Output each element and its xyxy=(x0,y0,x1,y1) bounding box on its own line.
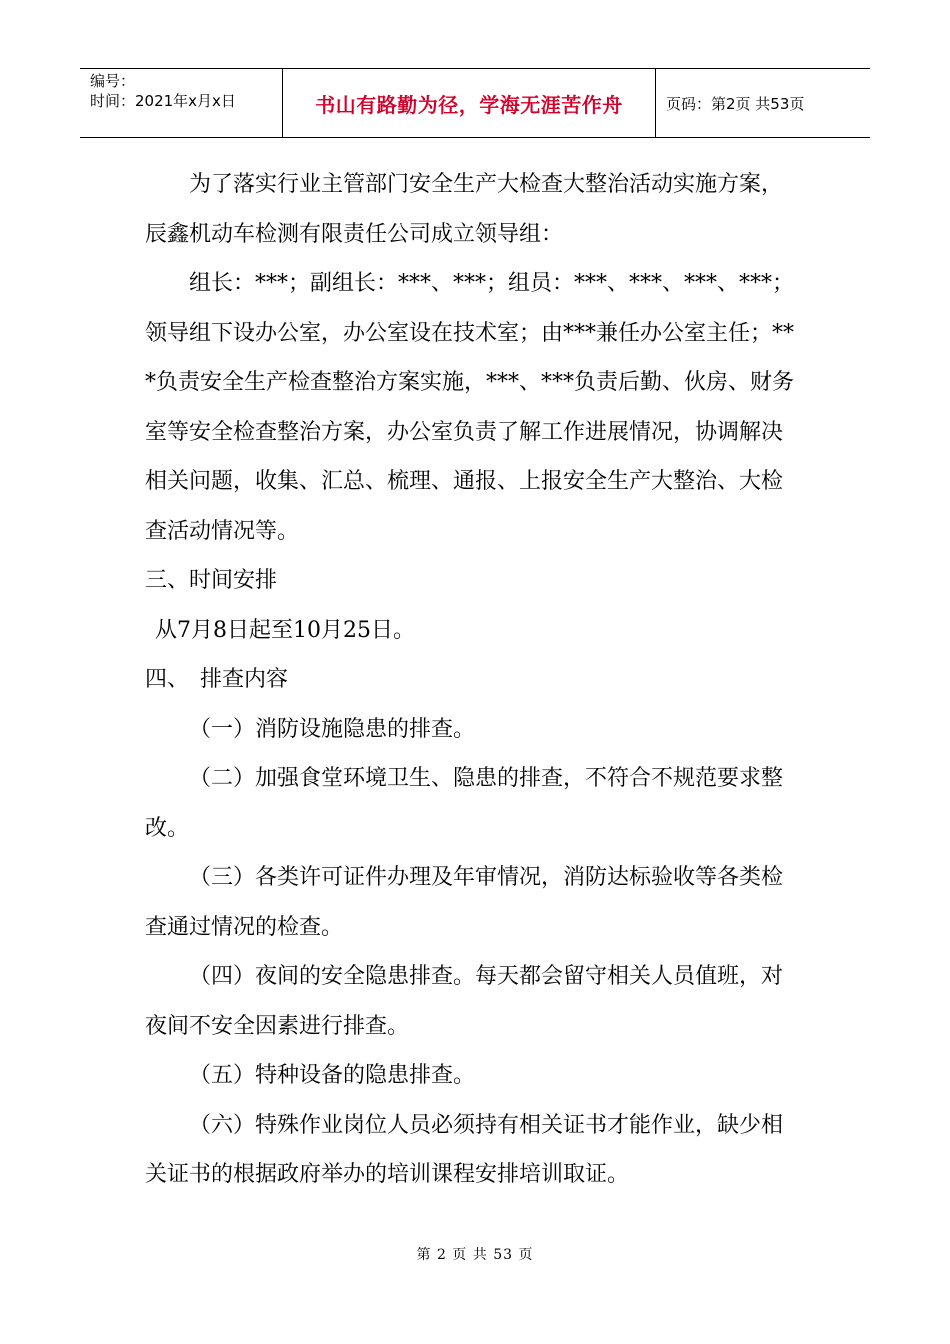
paragraph-line: 室等安全检查整治方案，办公室负责了解工作进展情况，协调解决 xyxy=(145,419,784,445)
section-heading: 三、时间安排 xyxy=(145,568,278,593)
paragraph-line: 组长：***；副组长：***、***；组员：***、***、***、***； xyxy=(189,271,795,296)
document-body xyxy=(145,160,810,1200)
list-item-continuation: 改。 xyxy=(145,815,190,841)
list-item: （四）夜间的安全隐患排查。每天都会留守相关人员值班，对 xyxy=(189,964,784,989)
page-footer: 第 2 页 共 53 页 xyxy=(416,1247,534,1263)
page-info: 页码：第2页 共53页 xyxy=(666,94,805,113)
paragraph-line: *负责安全生产检查整治方案实施，***、***负责后勤、伙房、财务 xyxy=(145,370,795,395)
page-header xyxy=(80,68,870,138)
paragraph-line: 为了落实行业主管部门安全生产大检查大整治活动实施方案， xyxy=(189,172,784,197)
list-item-continuation: 夜间不安全因素进行排查。 xyxy=(145,1013,410,1039)
list-item: （一）消防设施隐患的排查。 xyxy=(189,716,476,742)
header-page-cell xyxy=(656,69,870,137)
paragraph-line: 辰鑫机动车检测有限责任公司成立领导组： xyxy=(145,221,564,247)
paragraph-line: 从7月8日起至10月25日。 xyxy=(155,617,415,643)
paragraph-line: 查活动情况等。 xyxy=(145,518,300,544)
paragraph-line: 相关问题，收集、汇总、梳理、通报、上报安全生产大整治、大检 xyxy=(145,469,784,494)
list-item: （三）各类许可证件办理及年审情况，消防达标验收等各类检 xyxy=(189,865,784,890)
header-motto-cell xyxy=(283,69,656,137)
list-item: （五）特种设备的隐患排查。 xyxy=(189,1063,476,1088)
list-item: （六）特殊作业岗位人员必须持有相关证书才能作业，缺少相 xyxy=(189,1112,784,1138)
time-label: 时间：2021年x月x日 xyxy=(90,92,236,110)
list-item-continuation: 关证书的根据政府举办的培训课程安排培训取证。 xyxy=(145,1162,630,1187)
section-heading: 四、 排查内容 xyxy=(145,667,289,692)
header-meta-cell xyxy=(80,69,283,137)
list-item-continuation: 查通过情况的检查。 xyxy=(145,914,344,940)
number-label: 编号： xyxy=(90,72,136,90)
paragraph-line: 领导组下设办公室，办公室设在技术室；由***兼任办公室主任；** xyxy=(145,320,795,346)
motto-text: 书山有路勤为径，学海无涯苦作舟 xyxy=(315,92,623,117)
list-item: （二）加强食堂环境卫生、隐患的排查，不符合不规范要求整 xyxy=(189,766,784,791)
